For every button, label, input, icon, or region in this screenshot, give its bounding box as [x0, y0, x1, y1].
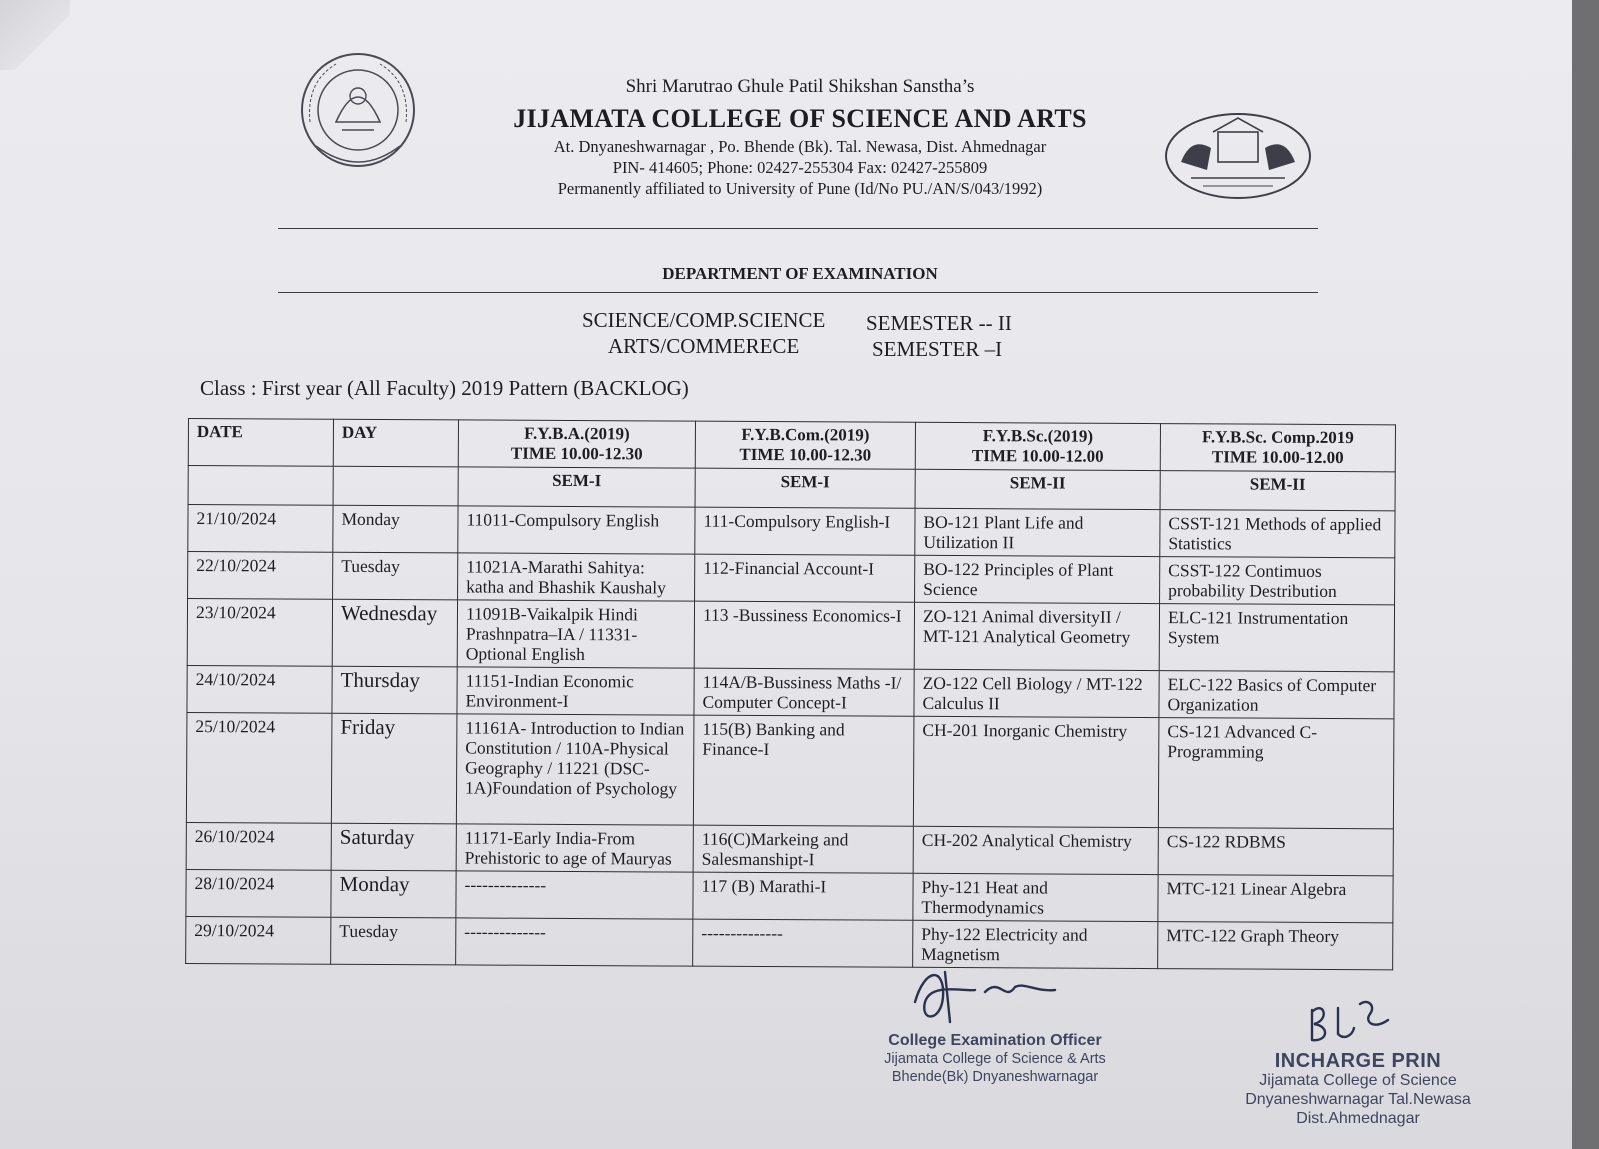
sem-fyba: SEM-I: [458, 467, 695, 507]
cell-date: 25/10/2024: [186, 712, 332, 823]
university-emblem-icon: [1163, 110, 1313, 202]
cell-fybsc: CH-202 Analytical Chemistry: [913, 826, 1158, 874]
cell-fybsc: ZO-121 Animal diversityII / MT-121 Analytical Geometry: [914, 602, 1159, 670]
cell-fybcom: 114A/B-Bussiness Maths -I/ Computer Concept-I: [694, 668, 914, 716]
faculty-arts: ARTS/COMMERECE: [608, 334, 800, 358]
sanstha-name: Shri Marutrao Ghule Patil Shikshan Sanstha’s: [625, 76, 975, 97]
cell-day: Monday: [333, 505, 458, 553]
cell-day: Tuesday: [333, 552, 458, 600]
header-row: [188, 419, 1395, 472]
sem-fybsc: SEM-II: [915, 469, 1160, 509]
cell-day: Friday: [331, 713, 457, 824]
principal-signature-icon: [1304, 990, 1394, 1048]
cell-fybcom: 115(B) Banking and Finance-I: [693, 715, 914, 826]
table-row: [188, 552, 1395, 605]
cell-comp: CSST-121 Methods of applied Statistics: [1160, 510, 1395, 558]
cell-comp: MTC-122 Graph Theory: [1158, 922, 1393, 970]
cell-fybcom: 117 (B) Marathi-I: [693, 872, 913, 920]
stamp-right-college: Jijamata College of Science: [1259, 1072, 1457, 1089]
semester-arts: SEMESTER –I: [872, 337, 1003, 361]
cell-comp: ELC-121 Instrumentation System: [1159, 604, 1394, 672]
header-fybsc: [915, 422, 1160, 470]
cell-date: 23/10/2024: [187, 599, 332, 667]
stamp-left-place: Bhende(Bk) Dnyaneshwarnagar: [891, 1069, 1099, 1085]
cell-fybsc: Phy-122 Electricity and Magnetism: [913, 920, 1158, 968]
cell-comp: MTC-121 Linear Algebra: [1158, 875, 1393, 923]
cell-fybcom: 113 -Bussiness Economics-I: [694, 601, 914, 669]
cell-fybsc: Phy-121 Heat and Thermodynamics: [913, 873, 1158, 921]
header-day: DAY: [333, 419, 458, 467]
header-fybsc-time: TIME 10.00-12.00: [971, 446, 1104, 466]
cell-day: Thursday: [332, 666, 457, 714]
department-title: DEPARTMENT OF EXAMINATION: [662, 264, 938, 283]
cell-fyba: 11011-Compulsory English: [458, 506, 695, 554]
cell-day: Monday: [331, 870, 456, 918]
timetable: [185, 418, 1396, 970]
table-row: [187, 665, 1394, 718]
cell-date: 26/10/2024: [186, 822, 331, 870]
divider-rule: [278, 228, 1318, 229]
letterhead: [440, 76, 1160, 199]
cell-comp: ELC-122 Basics of Computer Organization: [1159, 671, 1394, 719]
sem-fybsccomp: SEM-II: [1160, 471, 1395, 511]
header-date: DATE: [188, 419, 333, 467]
header-fybcom-title: F.Y.B.Com.(2019): [741, 424, 870, 445]
cell-fybcom: 111-Compulsory English-I: [695, 507, 915, 555]
cell-fyba: 11151-Indian Economic Environment-I: [457, 667, 694, 715]
table-row: [187, 599, 1394, 672]
college-name: JIJAMATA COLLEGE OF SCIENCE AND ARTS: [513, 104, 1087, 133]
cell-fyba: 11161A- Introduction to Indian Constitution / 110A-Physical Geography / 11221 (DSC-1A)Foundation of Psychology: [456, 714, 694, 825]
header-fyba: [458, 420, 695, 468]
table-row: [186, 712, 1394, 828]
cell-day: Wednesday: [332, 599, 457, 667]
cell-comp: CSST-122 Contimuos probability Destribution: [1160, 557, 1395, 605]
college-address: At. Dnyaneshwarnagar , Po. Bhende (Bk). Tal. Newasa, Dist. Ahmednagar: [553, 137, 1047, 156]
cell-fybcom: --------------: [693, 919, 913, 967]
cell-comp: CS-122 RDBMS: [1158, 828, 1393, 876]
cell-date: 21/10/2024: [188, 505, 333, 553]
divider-rule: [278, 292, 1318, 293]
table-row: [186, 822, 1393, 875]
semester-row: [188, 466, 1395, 511]
header-fyba-time: TIME 10.00-12.30: [510, 443, 643, 464]
header-fybsccomp-title: F.Y.B.Sc. Comp.2019: [1201, 427, 1354, 448]
university-seal-icon: [296, 52, 422, 174]
cell-fyba: 11091B-Vaikalpik Hindi Prashnpatra–IA / 11331-Optional English: [457, 600, 694, 668]
cell-fybsc: BO-122 Principles of Plant Science: [915, 555, 1160, 603]
stamp-right-place: Dnyaneshwarnagar Tal.Newasa: [1245, 1091, 1471, 1108]
table-cell: [188, 466, 333, 506]
header-fybsc-title: F.Y.B.Sc.(2019): [982, 426, 1094, 446]
table-cell: [333, 466, 458, 506]
page-fold: [0, 0, 70, 70]
cell-fyba: 11171-Early India-From Prehistoric to age of Mauryas: [456, 824, 693, 872]
examination-officer-stamp: [840, 1032, 1150, 1086]
stamp-right-title: INCHARGE PRIN: [1274, 1050, 1442, 1072]
cell-fyba: 11021A-Marathi Sahitya: katha and Bhashik Kaushaly: [458, 553, 695, 601]
cell-day: Tuesday: [331, 917, 456, 965]
cell-fyba: --------------: [456, 871, 693, 919]
sem-fybcom: SEM-I: [695, 468, 915, 508]
cell-fyba: --------------: [456, 918, 693, 966]
stamp-left-college: Jijamata College of Science & Arts: [884, 1051, 1106, 1067]
cell-fybcom: 112-Financial Account-I: [695, 554, 915, 602]
cell-comp: CS-121 Advanced C-Programming: [1158, 718, 1394, 829]
principal-stamp: [1228, 1052, 1488, 1128]
stamp-left-title: College Examination Officer: [888, 1032, 1102, 1049]
cell-fybsc: ZO-122 Cell Biology / MT-122 Calculus II: [914, 669, 1159, 717]
semester-science: SEMESTER -- II: [866, 311, 1012, 335]
college-contact: PIN- 414605; Phone: 02427-255304 Fax: 02427-255809: [612, 158, 988, 177]
examination-officer-signature-icon: [905, 962, 1065, 1032]
table-row: [186, 916, 1393, 969]
cell-date: 22/10/2024: [188, 552, 333, 600]
cell-fybsc: BO-121 Plant Life and Utilization II: [915, 508, 1160, 556]
header-fybcom: [695, 421, 915, 469]
cell-date: 29/10/2024: [186, 916, 331, 964]
header-fyba-title: F.Y.B.A.(2019): [524, 423, 630, 444]
cell-day: Saturday: [331, 823, 456, 871]
class-line: Class : First year (All Faculty) 2019 Pattern (BACKLOG): [200, 376, 689, 400]
college-affiliation: Permanently affiliated to University of Pune (Id/No PU./AN/S/043/1992): [557, 179, 1043, 198]
stamp-right-district: Dist.Ahmednagar: [1296, 1110, 1420, 1127]
header-fybsccomp-time: TIME 10.00-12.00: [1211, 447, 1344, 468]
faculty-science: SCIENCE/COMP.SCIENCE: [582, 308, 826, 332]
table-row: [186, 869, 1393, 922]
cell-date: 28/10/2024: [186, 869, 331, 917]
cell-date: 24/10/2024: [187, 665, 332, 713]
cell-fybsc: CH-201 Inorganic Chemistry: [913, 716, 1159, 827]
cell-fybcom: 116(C)Markeing and Salesmanshipt-I: [693, 825, 913, 873]
header-fybcom-time: TIME 10.00-12.30: [739, 444, 872, 465]
header-fybsccomp: [1160, 424, 1395, 472]
table-row: [188, 505, 1395, 558]
